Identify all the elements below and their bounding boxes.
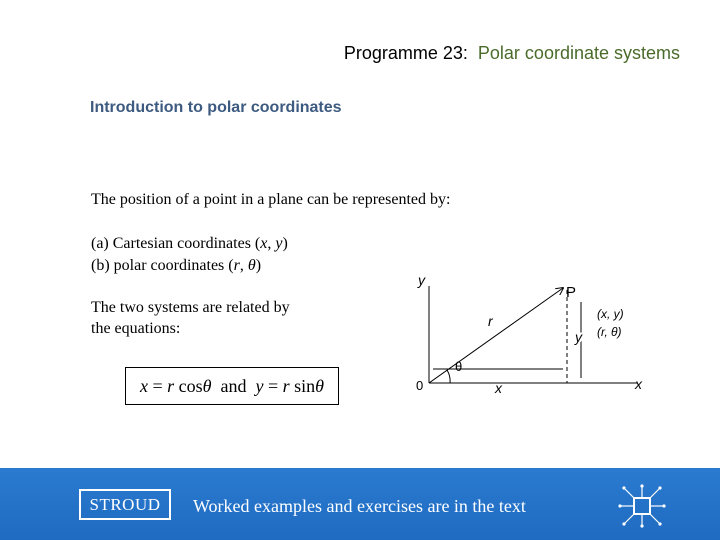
- network-emblem-icon: [616, 482, 668, 530]
- option-a-suffix: ): [282, 235, 288, 252]
- eq-sin: sin: [294, 375, 316, 396]
- option-b-prefix: (b) polar coordinates (: [91, 257, 234, 274]
- angle-arc: [447, 370, 450, 383]
- option-a-prefix: (a) Cartesian coordinates (: [91, 235, 261, 252]
- eq-cos: cos: [178, 375, 203, 396]
- option-b-v1: r: [233, 257, 240, 274]
- point-label: P: [566, 284, 577, 301]
- relation-line-1: The two systems are related by: [91, 299, 290, 316]
- option-a-v1: x: [260, 235, 268, 252]
- eq-theta-1: θ: [202, 375, 212, 396]
- eq-r-1: r: [167, 375, 175, 396]
- intro-text: The position of a point in a plane can be represented by:: [91, 191, 451, 208]
- eq-theta-2: θ: [315, 375, 325, 396]
- stroud-logo: STROUD: [79, 489, 171, 520]
- equation-box: [125, 367, 339, 405]
- section-subtitle: Introduction to polar coordinates: [90, 99, 342, 116]
- option-a: [91, 233, 288, 254]
- programme-title: Polar coordinate systems: [477, 43, 680, 63]
- eq-equals-2: =: [263, 375, 283, 396]
- angle-label: θ: [455, 359, 463, 374]
- option-a-sep: ,: [267, 235, 276, 252]
- eq-r-2: r: [282, 375, 290, 396]
- eq-x: x: [139, 375, 148, 396]
- x-axis-label: x: [635, 376, 642, 392]
- eq-y: y: [255, 375, 264, 396]
- cartesian-coords-label: (x, y): [597, 307, 624, 321]
- footer-text: Worked examples and exercises are in the text: [193, 496, 526, 516]
- origin-label: 0: [416, 378, 424, 393]
- option-b: [91, 255, 261, 276]
- eq-equals-1: =: [147, 375, 168, 396]
- option-b-v2: θ: [247, 257, 256, 274]
- x-dim-label: x: [495, 380, 502, 396]
- y-axis-label: y: [418, 272, 425, 288]
- header: [0, 43, 680, 64]
- y-dim-label: y: [575, 329, 582, 345]
- option-a-v2: y: [275, 235, 283, 252]
- radius-label: r: [488, 313, 493, 329]
- polar-coords-label: (r, θ): [597, 325, 622, 339]
- relation-line-2: the equations:: [91, 320, 181, 337]
- option-b-suffix: ): [255, 257, 262, 274]
- option-b-sep: ,: [239, 257, 248, 274]
- footer-bar: [0, 468, 720, 540]
- polar-diagram: [405, 268, 655, 403]
- programme-label: Programme 23:: [343, 43, 468, 63]
- eq-and: and: [220, 375, 247, 396]
